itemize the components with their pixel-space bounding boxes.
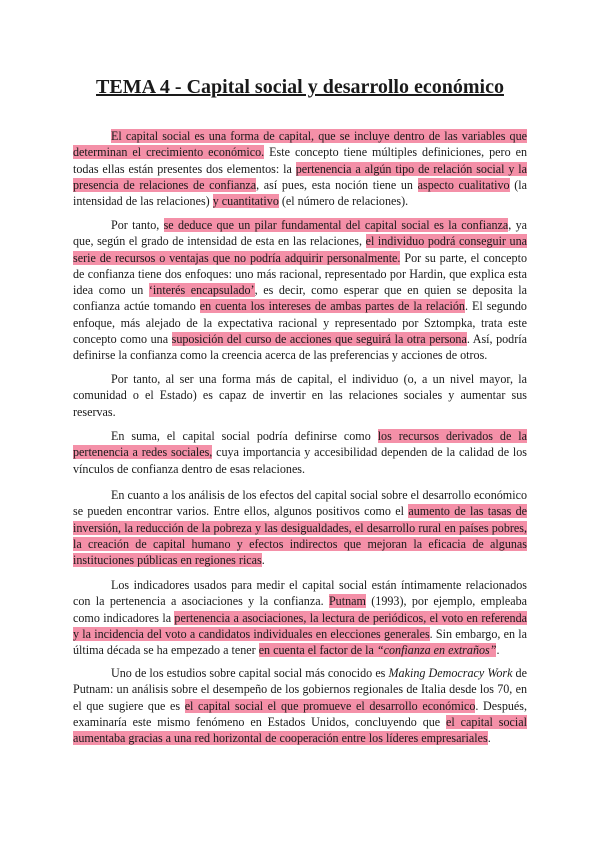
text-run: . Así, podría definirse la confianza como la creencia acerca de las preferencias y acciones de otros. [73,332,527,363]
text-run: Los indicadores usados para medir el capital social están íntimamente relacionados con la pertenencia a asociaciones y la confianza. [73,578,527,609]
highlighted-text: el capital social aumentaba gracias a una red horizontal de cooperación entre los líderes empresariales [73,714,527,746]
highlighted-text: Putnam [328,594,366,609]
text-run: . Sin embargo, en la última década se ha empezado a tener [73,626,527,658]
highlighted-text: “confianza en extraños” [376,643,497,658]
highlighted-text: en cuenta los intereses de ambas partes de la relación [199,299,465,314]
highlighted-text: aspecto cualitativo [417,177,510,192]
highlighted-text: el individuo podrá conseguir una serie de recursos o ventajas que no podría adquirir personalmente. [73,234,528,265]
paragraph-confianza [73,217,527,364]
paragraph-indicadores [73,577,527,658]
text-run: . Después, examinaría este mismo fenómeno en Estados Unidos, concluyendo que [73,698,528,729]
highlighted-text: los recursos derivados de la pertenencia a redes sociales, [73,429,527,460]
text-run: En suma, el capital social podría definirse como [111,429,378,443]
text-run: , así pues, esta noción tiene un [256,177,418,192]
paragraph-putnam [73,665,527,746]
highlighted-text: el capital social el que promueve el desarrollo económico [184,698,476,713]
paragraph-definition [73,128,527,209]
highlighted-text: pertenencia a algún tipo de relación social y la presencia de relaciones de confianza [73,161,527,192]
text-run: (1993), por ejemplo, empleaba como indicadores la [73,594,527,625]
text-run: . [487,731,491,746]
highlighted-text: y cuantitativo [212,194,279,209]
text-run: (el número de relaciones). [278,194,409,209]
paragraph-suma [73,428,527,477]
text-run: Por tanto, [111,218,164,232]
text-run: Uno de los estudios sobre capital social más conocido es [111,666,389,680]
text-run: Este concepto tiene múltiples definiciones, pero en todas ellas están presentes dos elementos: la [73,145,528,176]
highlighted-text: suposición del curso de acciones que seguirá la otra persona [171,332,467,347]
text-run: cuya importancia y accesibilidad dependen de la calidad de los vínculos de confianza dentro de esas relaciones. [73,445,528,476]
highlighted-text: ‘interés encapsulado’ [148,283,255,298]
text-run: , ya que, según el grado de intensidad de esta en las relaciones, [73,218,527,249]
text-run: . El segundo enfoque, más alejado de la expectativa racional y representado por Sztompka, trata este concepto como una [73,299,527,347]
text-run: (la intensidad de las relaciones) [73,177,527,209]
text-run: En cuanto a los análisis de los efectos del capital social sobre el desarrollo económico se pueden encontrar varios. Entre ellos, algunos positivos como el [73,488,527,519]
italic-text: Making Democracy Work [388,666,513,680]
text-run: . [261,553,265,568]
text-run: de Putnam: un análisis sobre el desempeño de los gobiernos regionales de Italia desde los 70, en el que sugiere que es [73,666,527,713]
text-run: . [496,643,500,658]
text-run: Por tanto, al ser una forma más de capital, el individuo (o, a un nivel mayor, la comunidad o el Estado) es capaz de invertir en las relaciones sociales y aumentar sus reservas. [73,372,527,419]
text-run: Por su parte, el concepto de confianza tiene dos enfoques: uno más racional, representado por Hardin, que explica esta idea como un [73,250,527,298]
page-title: TEMA 4 - Capital social y desarrollo económico [96,76,504,98]
highlighted-text: aumento de las tasas de inversión, la reducción de la pobreza y las desigualdades, el desarrollo rural en países pobres, la creación de capital humano y efectos indirectos que mejoran la eficacia de algunas instituciones públicas en regiones ricas [73,504,527,568]
highlighted-text: El capital social es una forma de capital, que se incluye dentro de las variables que determinan el crecimiento económico. [73,129,527,160]
highlighted-text: pertenencia a asociaciones, la lectura de periódicos, el voto en referenda y la incidencia del voto a candidatos individuales en elecciones generales [73,610,527,641]
paragraph-efectos [73,487,527,568]
highlighted-text: en cuenta el factor de la [258,643,377,658]
text-run: , es decir, como esperar que en quien se deposita la confianza actúe tomando [73,283,527,314]
highlighted-text: se deduce que un pilar fundamental del capital social es la confianza [163,218,509,232]
paragraph-inversion [73,371,527,420]
